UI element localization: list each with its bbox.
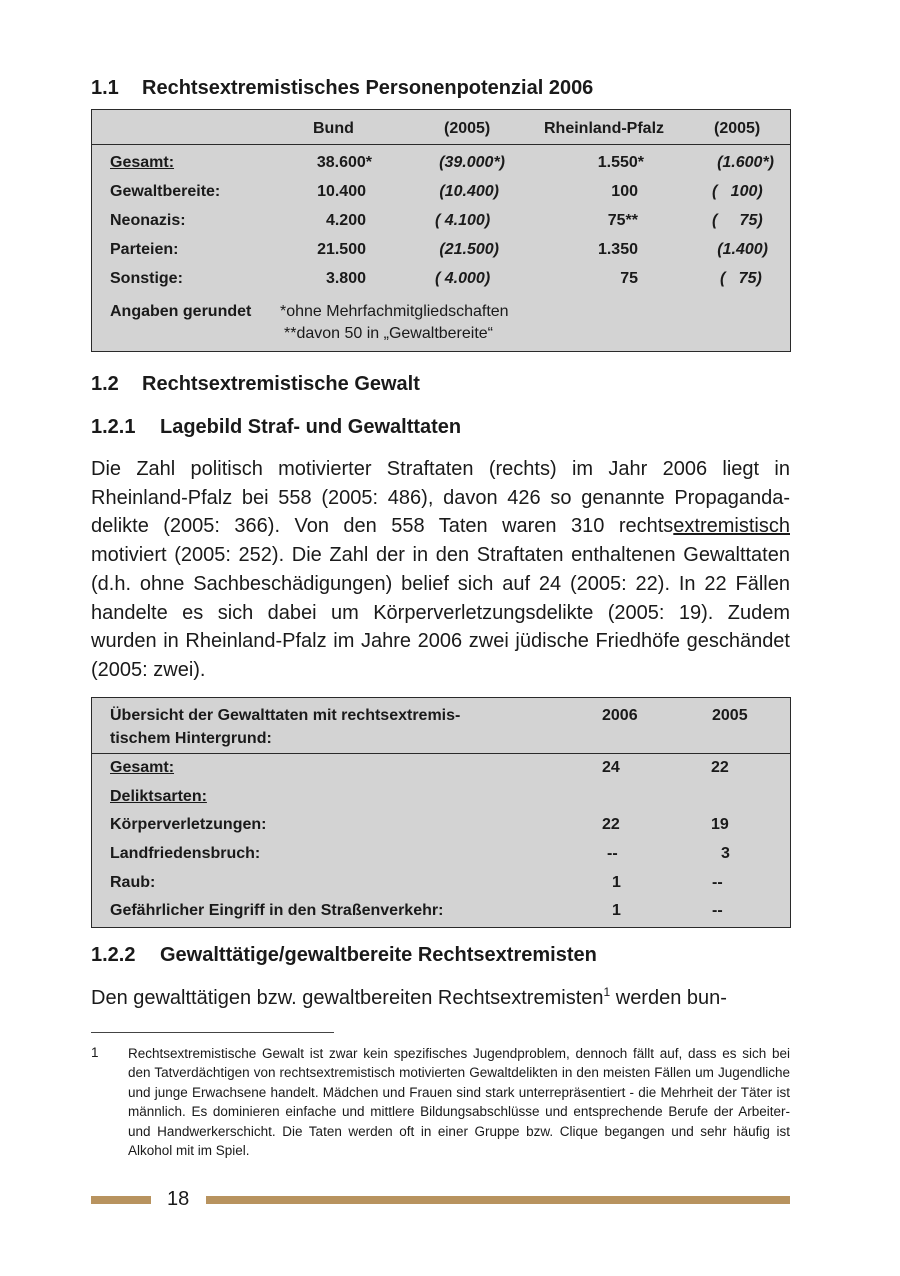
cell-2006: -- — [607, 845, 618, 862]
section-heading-1-2-1: 1.2.1 Lagebild Straf- und Gewalttaten — [91, 416, 462, 438]
underlined-word: extremistisch — [673, 515, 790, 538]
cell-rlp-2005: ( 75) — [720, 270, 762, 287]
row-label-sonstige: Sonstige: — [110, 270, 183, 287]
section-heading-1-2-2: 1.2.2 Gewalttätige/gewaltbereite Rechtsextremisten — [91, 944, 597, 966]
cell-bund: 21.500 — [317, 241, 366, 258]
cell-rlp: 75** — [607, 212, 638, 229]
row-label-gewaltbereite: Gewaltbereite: — [110, 183, 221, 200]
cell-rlp-2005: (1.600*) — [717, 154, 774, 171]
note-label: Angaben gerundet — [110, 303, 252, 320]
footer-bar-left — [91, 1196, 151, 1204]
row-label-deliktsarten: Deliktsarten: — [110, 788, 207, 805]
row-label-parteien: Parteien: — [110, 241, 179, 258]
cell-bund: 10.400 — [317, 183, 366, 200]
cell-bund: 3.800 — [325, 270, 366, 287]
cell-2006: 22 — [602, 816, 620, 833]
cell-bund: 4.200 — [325, 212, 366, 229]
cell-rlp: 1.550* — [597, 154, 644, 171]
cell-bund-2005: (21.500) — [439, 241, 499, 258]
footer-bar-right — [206, 1196, 790, 1204]
continuation-text: Den gewalttätigen bzw. gewaltbereiten Rechtsextremisten$^1$ werden bun- — [91, 985, 727, 1009]
row-label-neonazis: Neonazis: — [110, 212, 186, 229]
table-header-title-line1: Übersicht der Gewalttaten mit rechtsextremis- — [110, 707, 461, 724]
cell-rlp: 1.350 — [597, 241, 638, 258]
cell-2005: -- — [712, 902, 723, 919]
cell-2005: -- — [712, 874, 723, 891]
cell-2006: 24 — [602, 759, 620, 776]
row-label-koerperverletzungen: Körperverletzungen: — [110, 816, 267, 833]
col-header-2006: 2006 — [602, 707, 638, 724]
col-header-rlp-2005: (2005) — [714, 120, 761, 137]
cell-rlp-2005: ( 75) — [712, 212, 763, 229]
cell-bund-2005: (10.400) — [439, 183, 499, 200]
row-label-gesamt: Gesamt: — [110, 759, 175, 776]
table-header-title-line2: tischem Hintergrund: — [110, 730, 272, 747]
cell-2006: 1 — [612, 902, 621, 919]
cell-rlp: 75 — [620, 270, 638, 287]
personenpotenzial-table — [91, 109, 791, 352]
cell-bund-2005: ( 4.100) — [435, 212, 491, 229]
gewalttaten-table — [91, 697, 791, 928]
cell-bund-2005: ( 4.000) — [435, 270, 491, 287]
section-heading-1-2: 1.2 Rechtsextremistische Gewalt — [91, 373, 420, 395]
note-ohne-mehrfach: *ohne Mehrfachmitgliedschaften — [280, 303, 509, 320]
col-header-bund: Bund — [313, 120, 354, 137]
footnote-divider — [91, 1032, 334, 1033]
row-label-raub: Raub: — [110, 874, 156, 891]
cell-bund-2005: (39.000*) — [439, 154, 505, 171]
cell-rlp: 100 — [611, 183, 638, 200]
cell-2005: 19 — [711, 816, 729, 833]
row-label-gesamt: Gesamt: — [110, 154, 175, 171]
cell-2005: 22 — [711, 759, 729, 776]
table-header-row — [92, 110, 790, 145]
page-number: 18 — [167, 1188, 190, 1210]
note-davon-50: **davon 50 in „Gewaltbereite“ — [284, 325, 494, 342]
col-header-bund-2005: (2005) — [444, 120, 491, 137]
footnote-number: 1 — [91, 1045, 99, 1060]
cell-2006: 1 — [612, 874, 621, 891]
footnote-reference[interactable]: 1 — [603, 985, 611, 999]
cell-2005: 3 — [721, 845, 730, 862]
cell-rlp-2005: (1.400) — [717, 241, 768, 258]
section-heading-1-1: 1.1 Rechtsextremistisches Personenpotenzial 2006 — [91, 77, 594, 99]
col-header-2005: 2005 — [712, 707, 748, 724]
col-header-rlp: Rheinland-Pfalz — [544, 120, 665, 137]
cell-bund: 38.600* — [316, 154, 372, 171]
footnote-text: Rechtsextremistische Gewalt ist zwar kein spezifisches Jugendproblem, dennoch fällt auf, dass es sich bei den Tatverdächtigen von rechtsextremistisch motivierten Gewaltdelikten in den meisten Fällen um Jugendliche und junge Erwachsene handelt. Mädchen und Frauen sind stark unterrepräsentiert - die Mehrheit der Täter ist männlich. Es dominieren einfache und mittlere Bildungsabschlüsse und entsprechende Berufe der Arbeiter- und Handwerkerschicht. Die Taten werden oft in einer Gruppe bzw. Clique begangen und sehr häufig ist Alkohol mit im Spiel. — [128, 1046, 790, 1159]
row-label-landfriedensbruch: Landfriedensbruch: — [110, 845, 261, 862]
body-paragraph: Die Zahl politisch motivierter Straftaten (rechts) im Jahr 2006 liegt in Rheinland-Pfalz bei 558 (2005: 486), davon 426 so genannte Propagandadelikte (2005: 366). Von den 558 Taten waren 310 rechtsextremistisch motiviert (2005: 252). Die Zahl der in den Straftaten enthaltenen Gewalttaten (d.h. ohne Sachbeschädigungen) belief sich auf 24 (2005: 22). In 22 Fällen handelte es sich dabei um Körperverletzungsdelikte (2005: 19). Zudem wurden in Rheinland-Pfalz im Jahre 2006 zwei jüdische Friedhöfe geschändet (2005: zwei). — [91, 458, 790, 681]
cell-rlp-2005: ( 100) — [712, 183, 763, 200]
row-label-gefaehrlicher-eingriff: Gefährlicher Eingriff in den Straßenverkehr: — [110, 902, 444, 919]
